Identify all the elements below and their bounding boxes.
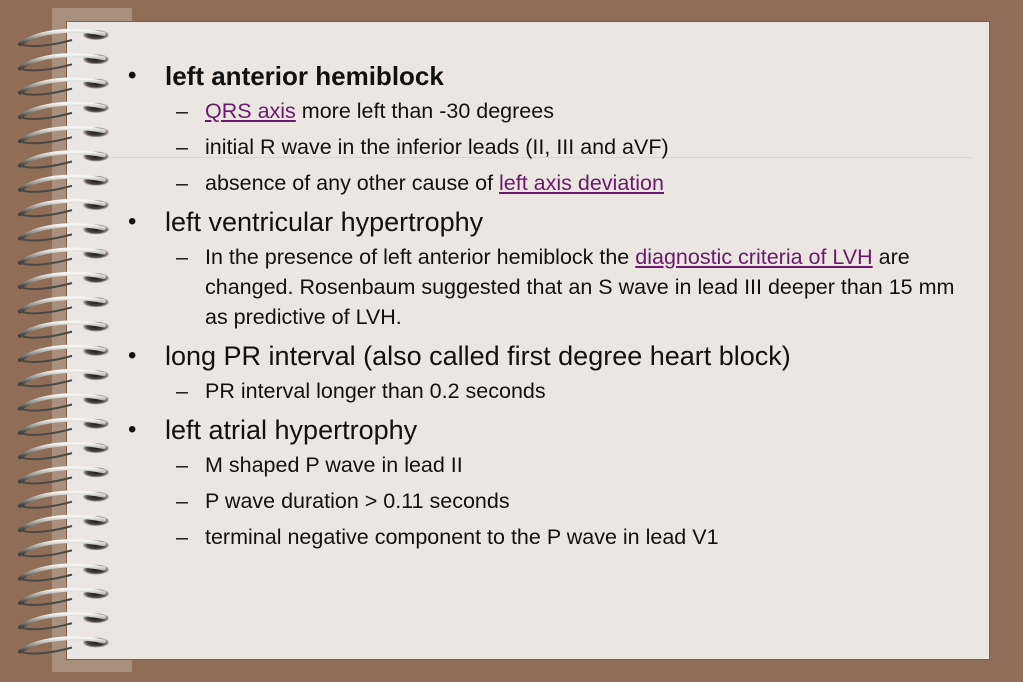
sub-item [128, 450, 968, 480]
spiral-ring [20, 638, 109, 654]
sub-item-text: P wave duration > 0.11 seconds [205, 489, 510, 513]
sub-item-text: more left than -30 degrees [295, 99, 554, 123]
bullet-label: left anterior hemiblock [165, 61, 444, 91]
sub-item [128, 242, 968, 332]
spiral-ring [20, 297, 109, 313]
bullet-item [128, 338, 968, 374]
bullet-item [128, 58, 968, 94]
spiral-ring [20, 79, 109, 95]
dash-marker: – [176, 489, 188, 513]
sub-item-text: absence of any other cause of [205, 171, 500, 195]
qrs-axis-link[interactable]: QRS axis [205, 99, 296, 123]
bullet-label: left ventricular hypertrophy [165, 207, 484, 237]
sub-item [128, 168, 968, 198]
spiral-ring [20, 200, 109, 216]
spiral-ring [20, 565, 109, 581]
dash-marker: – [176, 135, 188, 159]
spiral-ring [20, 395, 109, 411]
dash-marker: – [176, 525, 188, 549]
spiral-ring [20, 152, 109, 168]
left-axis-deviation-link[interactable]: left axis deviation [499, 171, 664, 195]
spiral-ring [20, 30, 109, 46]
dash-marker: – [176, 171, 188, 195]
sub-item [128, 522, 968, 552]
bullet-item [128, 412, 968, 448]
sub-item-text: In the presence of left anterior hemiblock the [205, 245, 636, 269]
spiral-ring [20, 370, 109, 386]
spiral-ring [20, 54, 109, 70]
spiral-ring [20, 322, 109, 338]
spiral-ring [20, 419, 109, 435]
dash-marker: – [176, 379, 188, 403]
sub-item [128, 96, 968, 126]
spiral-ring [20, 176, 109, 192]
sub-item [128, 376, 968, 406]
slide-content [128, 58, 968, 558]
spiral-ring [20, 103, 109, 119]
spiral-ring [20, 443, 109, 459]
bullet-marker: • [128, 342, 137, 369]
spiral-ring [20, 127, 109, 143]
spiral-ring [20, 273, 109, 289]
dash-marker: – [176, 245, 188, 269]
spiral-ring [20, 346, 109, 362]
sub-item-text: are changed. Rosenbaum suggested that an S wave in lead III deeper than 15 mm as predictive of LVH. [205, 245, 955, 329]
sub-item-text: initial R wave in the inferior leads (II, III and aVF) [205, 135, 669, 159]
bullet-marker: • [128, 416, 137, 443]
sub-item-text: M shaped P wave in lead II [205, 453, 463, 477]
bullet-item [128, 204, 968, 240]
spiral-ring [20, 540, 109, 556]
bullet-label: left atrial hypertrophy [165, 415, 418, 445]
spiral-ring [20, 516, 109, 532]
spiral-ring [20, 224, 109, 240]
spiral-ring [20, 492, 109, 508]
spiral-ring [20, 613, 109, 629]
bullet-marker: • [128, 62, 137, 89]
dash-marker: – [176, 99, 188, 123]
spiral-ring [20, 249, 109, 265]
bullet-label: long PR interval (also called first degree heart block) [165, 341, 791, 371]
bullet-marker: • [128, 208, 137, 235]
sub-item [128, 132, 968, 162]
spiral-ring [20, 589, 109, 605]
spiral-ring [20, 467, 109, 483]
dash-marker: – [176, 453, 188, 477]
sub-item-text: PR interval longer than 0.2 seconds [205, 379, 546, 403]
spiral-binding [0, 0, 130, 682]
sub-item [128, 486, 968, 516]
sub-item-text: terminal negative component to the P wave in lead V1 [205, 525, 719, 549]
lvh-criteria-link[interactable]: diagnostic criteria of LVH [635, 245, 873, 269]
